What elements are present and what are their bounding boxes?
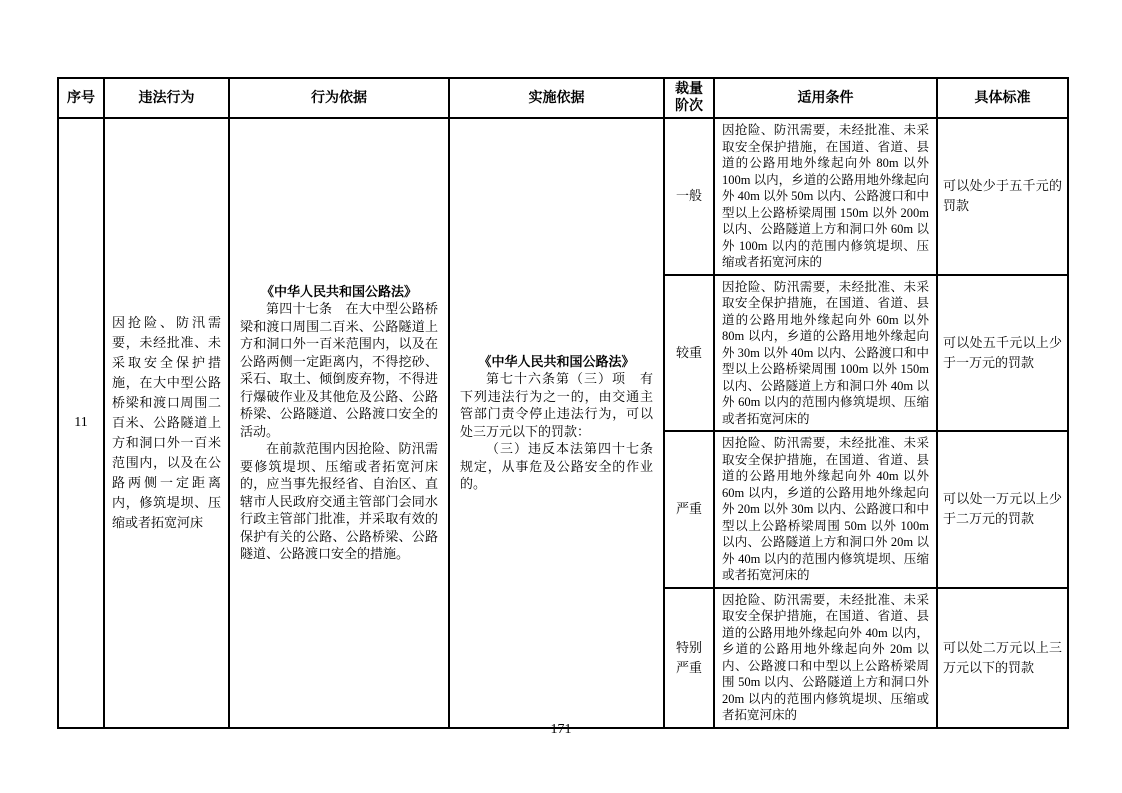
cell-applicable-condition: 因抢险、防汛需要，未经批准、未采取安全保护措施，在国道、省道、县道的公路用地外缘起向外 80m 以外 100m 以内，乡道的公路用地外缘起向外 40m 以外 50m 以内、公路渡口和中型以上公路桥梁周围 150m 以外 200m 以内、公路隧道上方和洞口外 60m 以外 100m 以内的范围内修筑堤坝、压缩或者拓宽河床的 xyxy=(714,118,937,275)
page-number: 171 xyxy=(550,722,572,737)
column-header-index: 序号 xyxy=(58,78,104,118)
implementation-basis-paragraph-2: （三）违反本法第四十七条规定，从事危及公路安全的作业的。 xyxy=(460,441,653,492)
column-header-behavior-basis: 行为依据 xyxy=(229,78,449,118)
implementation-basis-paragraph-1: 第七十六条第（三）项 有下列违法行为之一的，由交通主管部门责令停止违法行为，可以处三万元以下的罚款： xyxy=(460,371,653,439)
implementation-basis-law-title: 《中华人民共和国公路法》 xyxy=(478,353,635,369)
column-header-specific-standard: 具体标准 xyxy=(937,78,1068,118)
behavior-basis-paragraph-1: 第四十七条 在大中型公路桥梁和渡口周围二百米、公路隧道上方和洞口外一百米范围内，以及在公路两侧一定距离内，不得挖砂、采石、取土、倾倒废弃物，不得进行爆破作业及其他危及公路、公路桥梁、公路隧道、公路渡口安全的活动。 xyxy=(240,301,438,439)
cell-serial-number: 11 xyxy=(58,118,104,728)
cell-discretion-level: 较重 xyxy=(664,275,714,432)
behavior-basis-paragraph-2: 在前款范围内因抢险、防汛需要修筑堤坝、压缩或者拓宽河床的，应当事先报经省、自治区、直辖市人民政府交通主管部门会同水行政主管部门批准，并采取有效的保护有关的公路、公路桥梁、公路隧道、公路渡口安全的措施。 xyxy=(240,441,438,562)
cell-applicable-condition: 因抢险、防汛需要，未经批准、未采取安全保护措施，在国道、省道、县道的公路用地外缘起向外 40m 以外 60m 以内，乡道的公路用地外缘起向外 20m 以外 30m 以内、公路渡口和中型以上公路桥梁周围 50m 以外 100m 以内、公路隧道上方和洞口外 20m 以外 40m 以内的范围内修筑堤坝、压缩或者拓宽河床的 xyxy=(714,431,937,588)
behavior-basis-law-title: 《中华人民共和国公路法》 xyxy=(260,283,417,299)
cell-specific-standard: 可以处二万元以上三万元以下的罚款 xyxy=(937,588,1068,728)
cell-implementation-basis xyxy=(449,118,664,728)
column-header-applicable-conditions: 适用条件 xyxy=(714,78,937,118)
cell-specific-standard: 可以处少于五千元的罚款 xyxy=(937,118,1068,275)
cell-discretion-level: 一般 xyxy=(664,118,714,275)
cell-discretion-level: 特别严重 xyxy=(664,588,714,728)
column-header-implementation-basis: 实施依据 xyxy=(449,78,664,118)
column-header-discretion-level: 裁量阶次 xyxy=(664,78,714,118)
cell-specific-standard: 可以处五千元以上少于一万元的罚款 xyxy=(937,275,1068,432)
cell-specific-standard: 可以处一万元以上少于二万元的罚款 xyxy=(937,431,1068,588)
table-row-level-general xyxy=(58,118,1068,275)
cell-applicable-condition: 因抢险、防汛需要，未经批准、未采取安全保护措施，在国道、省道、县道的公路用地外缘起向外 40m 以内，乡道的公路用地外缘起向外 20m 以内、公路渡口和中型以上公路桥梁周围 50m 以内、公路隧道上方和洞口外 20m 以内的范围内修筑堤坝、压缩或者拓宽河床的 xyxy=(714,588,937,728)
cell-applicable-condition: 因抢险、防汛需要，未经批准、未采取安全保护措施，在国道、省道、县道的公路用地外缘起向外 60m 以外 80m 以内，乡道的公路用地外缘起向外 30m 以外 40m 以内、公路渡口和中型以上公路桥梁周围 100m 以外 150m 以内、公路隧道上方和洞口外 40m 以外 60m 以内的范围内修筑堤坝、压缩或者拓宽河床的 xyxy=(714,275,937,432)
cell-discretion-level: 严重 xyxy=(664,431,714,588)
cell-violation-description: 因抢险、防汛需要，未经批准、未采取安全保护措施，在大中型公路桥梁和渡口周围二百米、公路隧道上方和洞口外一百米范围内，以及在公路两侧一定距离内，修筑堤坝、压缩或者拓宽河床 xyxy=(104,118,229,728)
column-header-violation: 违法行为 xyxy=(104,78,229,118)
cell-behavior-basis xyxy=(229,118,449,728)
table-header-row xyxy=(58,78,1068,118)
penalty-discretion-table xyxy=(57,77,1069,729)
